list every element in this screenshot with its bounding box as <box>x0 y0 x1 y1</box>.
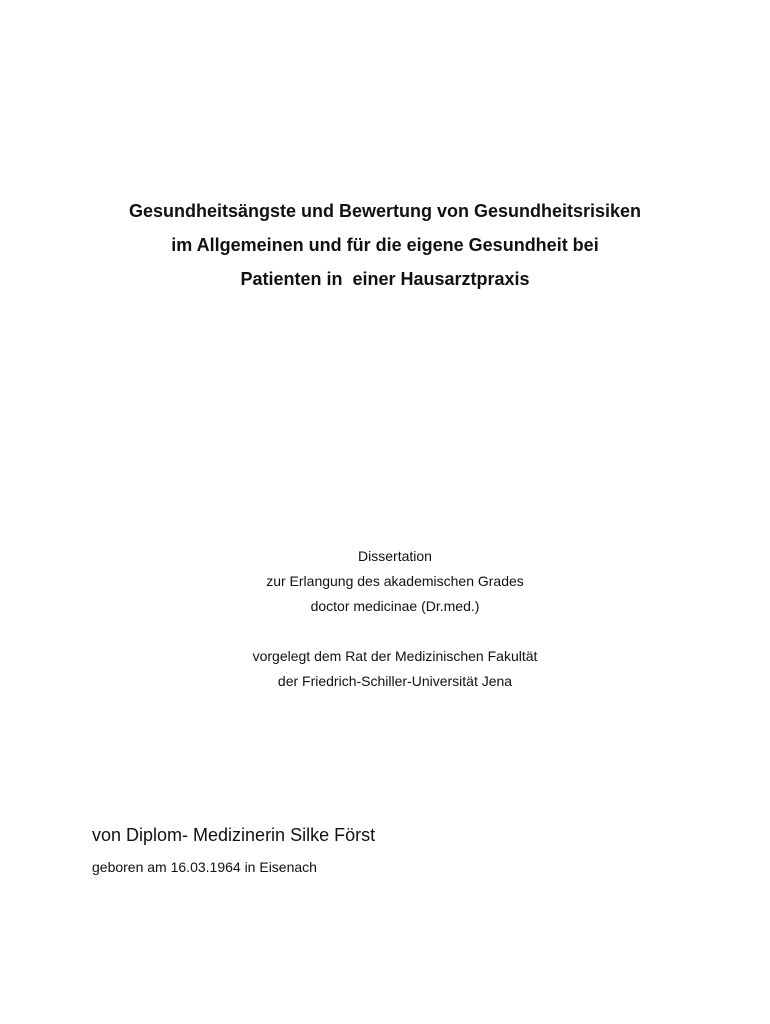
submission-university: der Friedrich-Schiller-Universität Jena <box>277 673 513 689</box>
degree-name: doctor medicinae (Dr.med.) <box>310 598 480 614</box>
degree-purpose: zur Erlangung des akademischen Grades <box>266 573 524 589</box>
thesis-title <box>40 194 730 296</box>
submission-faculty: vorgelegt dem Rat der Medizinischen Fakultät <box>252 648 538 664</box>
title-line-2: im Allgemeinen und für die eigene Gesundheit bei <box>171 235 599 255</box>
title-line-3: Patienten in einer Hausarztpraxis <box>240 269 530 289</box>
title-line-1: Gesundheitsängste und Bewertung von Gesundheitsrisiken <box>128 201 642 221</box>
dissertation-info <box>140 544 650 694</box>
dissertation-label: Dissertation <box>358 548 432 564</box>
author-name: von Diplom- Medizinerin Silke Först <box>92 825 376 845</box>
author-birth-info: geboren am 16.03.1964 in Eisenach <box>92 859 317 875</box>
spacer <box>140 619 650 644</box>
